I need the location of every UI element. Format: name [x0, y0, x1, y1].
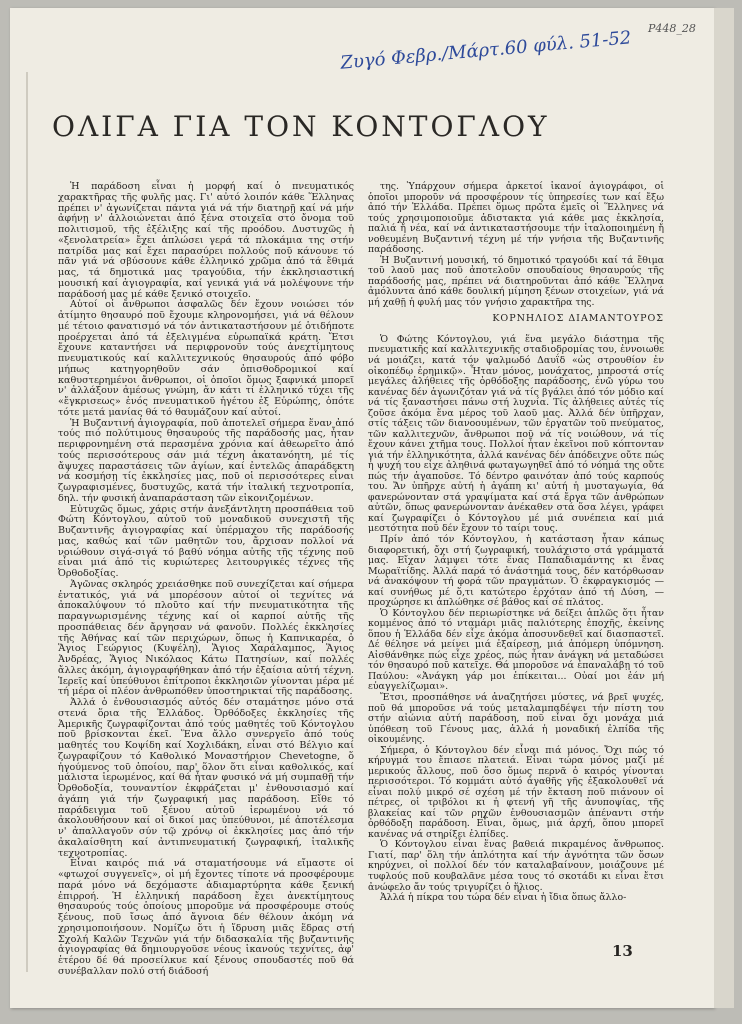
paragraph: Ἀλλά ὁ ἐνθουσιασμός αὐτός δέν σταμάτησε μόνο στά στενά ὅρια τῆς Ἑλλάδος. Ὀρθόδοξες ἐκκλησίες τῆς Ἀμερικῆς ζωγραφίζονται ἀπό τούς μαθητές τοῦ Κόντογλου ποῦ βρίσκονται ἐκεῖ. Ἕνα ἄλλο συνεργεῖο ἀπό τούς μαθητές του Κοψίδη καί Χοχλιδάκη, εἶναι στό Βέλγιο καί ζωγραφίζουν τό Καθολικό Μοναστήριον Chevetogne, ὅ ἡγούμενος τοῦ ὁποίου, παρ' ὅλον ὅτι εἶναι καθολικός, καί μάλιστα ἱερωμένος, καί θά ἦταν φυσικό νά μή συμπαθῇ τήν Ὀρθοδοξία, τουναντίον ἐκφράζεται μ' ἐνθουσιασμό καί ἀγάπη γιά τήν ζωγραφική μας παράδοση. Εἴθε τό παράδειγμα τοῦ ξένου αὐτοῦ ἱερωμένου νά τό ἀκολουθήσουν καί οἱ δικοί μας ὑπεύθυνοι, μέ ἀποτέλεσμα ν' ἀπαλλαγοῦν σύν τῷ χρόνῳ οἱ ἐκκλησίες μας ἀπό τήν ἀκαλαίσθητη καί ἀντιπνευματική ζωγραφική, ἰταλικῆς τεχνοτροπίας. [58, 697, 354, 859]
archive-code: Ρ448_28 [648, 22, 696, 35]
author-signature: ΚΟΡΝΗΛΙΟΣ ΔΙΑΜΑΝΤΟΥΡΟΣ [492, 313, 664, 325]
paragraph: Ἡ παράδοση εἶναι ἡ μορφή καί ὁ πνευματικός χαρακτῆρας τῆς φυλῆς μας. Γι' αὐτό λοιπόν κάθε Ἕλληνας πρέπει ν' ἀγωνίζεται πάντα γιά νά τήν διατηρῇ καί νά μήν ἀφήνῃ ν' ἀλλοιώνεται ἀπό ξένα στοιχεῖα στό ὄνομα τοῦ πολιτισμοῦ, τῆς ἐξέλιξης καί τῆς προόδου. Δυστυχῶς ἡ «ξενολατρεία» ἔχει ἁπλώσει γερά τά πλοκάμια της στήν πατρίδα μας καί ἔχει παρασύρει πολλούς ποῦ κάνουνε τό πᾶν γιά νά σβύσουνε κάθε ἑλληνικό χρῶμα ἀπό τά ἔθιμά μας, τά δημοτικά μας τραγούδια, τήν ἐκκλησιαστική μουσική καί ἁγιογραφία, καί γενικά γιά νά μολέψουνε τήν παράδοσή μας μέ κάθε ξενικό στοιχεῖο. [58, 181, 354, 300]
paragraph: Ὁ Φώτης Κόντογλου, γιά ἕνα μεγάλο διάστημα τῆς πνευματικῆς καί καλλιτεχνικῆς σταδιοδρομίας του, ἐννοιωθε νά μοιάζει, κατά τόν ψαλμωδό Δαυΐδ «ὡς στρουθίον ἐν οἰκοπέδῳ ἐρημικῷ». Ἦταν μόνος, μονάχατος, μπροστά στίς μεγάλες ἀλήθειες τῆς ὀρθόδοξης παράδοσης, ἐνῶ γύρω του κανένας δέν ἀγωνιζόταν γιά νά τίς βγάλει ἀπό τόν μόδιο καί νά τίς ξαναστήσει πάνω στή λυχνία. Τίς ἀλήθειες αὐτές τίς ζοῦσε ἀκόμα ἕνα μέρος τοῦ λαοῦ μας. Ἀλλά δέν ὑπῆρχαν, στίς τάξεις τῶν διανοουμένων, τῶν ἐργατῶν τοῦ πνεύματος, τῶν καλλιτεχνῶν, ἄνθρωποι ποῦ νά τίς νοιώθουν, νά τίς ἔχουν κάνει χτῆμα τους. Πολλοί ἦταν ἐκεῖνοι ποῦ κόπτονταν γιά τήν ἑλληνικότητα, ἀλλά κανένας δέν ἀπόδειχνε οὔτε πώς ἡ ψυχή του εἶχε ἀληθινά φωταγωγηθεῖ ἀπό τό νόημά της οὔτε πώς τήν ἀγαποῦσε. Τό δέντρο φαινόταν ἀπό τούς καρπούς του. Ἄν ὑπῆρχε αὐτή ἡ ἀγάπη κι' αὐτή ἡ μυσταγωγία, θά φανερώνονταν στά γραψίματα καί στά ἔργα τῶν ἀνθρώπων αὐτῶν, ὅπως φανερώνονταν ἀνέκαθεν στά ὅσα λέγει, γράφει καί ζωγραφίζει ὁ Κόντογλου μέ μιά συνέπεια καί μιά μεστότητα ποῦ δέν ἔχουν τό ταίρι τους. [368, 333, 664, 535]
paragraph: της. Ὑπάρχουν σήμερα ἀρκετοί ἱκανοί ἁγιογράφοι, οἱ ὁποῖοι μποροῦν νά προσφέρουν τίς ὑπηρεσίες των καί ἔξω ἀπό τήν Ἑλλάδα. Πρέπει ὅμως πρῶτα ἐμεῖς οἱ Ἕλληνες νά τούς χρησιμοποιοῦμε ἀδιστακτα γιά κάθε μας ἐκκλησία, παλιά ἤ νέα, καί νά ἀντικαταστήσουμε τήν ἰταλοποιημένη ἤ νοθευμένη Βυζαντινή τέχνη μέ τήν γνήσια τῆς Βυζαντινῆς παράδοσης. [368, 181, 664, 256]
paragraph: Πρίν ἀπό τόν Κόντογλου, ἡ κατάσταση ἦταν κάπως διαφορετική, ὄχι στή ζωγραφική, τουλάχιστο στά γράμματά μας. Εἴχαν λάμψει τότε ἕνας Παπαδιαμάντης κι ἕνας Μωραϊτίδης. Ἀλλά παρά τό ἀνάστημά τους, δέν κατόρθωσαν νά ἀνακόψουν τή φορά τῶν πραγμάτων. Ὁ ἐκφραγκισμός — καί συνήθως μέ ὅ,τι κατώτερο ἐρχόταν ἀπό τή Δύση, — προχώρησε κι ἁπλώθηκε σέ βάθος καί σέ πλάτος. [368, 534, 664, 609]
article-title: ΟΛΙΓΑ ΓΙΑ ΤΟΝ ΚΟΝΤΟΓΛΟΥ [52, 110, 550, 143]
paragraph: Ὁ Κόντογλου εἶναι ἕνας βαθειά πικραμένος ἄνθρωπος. Γιατί, παρ' ὅλη τήν ἁπλότητα καί τήν ἀγνότητα τῶν ὅσων κηρύχνει, οἱ πολλοί δέν τόν καταλαβαίνουν, μοιάζουνε μέ τυφλούς ποῦ κουβαλᾶνε μέσα τους τό σκοτάδι κι εἶναι ἔτσι ἀνώφελο ἄν τούς τριγυρίζει ὁ ἥλιος. [368, 839, 664, 893]
paragraph: Σήμερα, ὁ Κόντογλου δέν εἶναι πιά μόνος. Ὄχι πώς τό κήρυγμά του ἔπιασε πλατειά. Εἶναι τώρα μόνος μαζί μέ μερικούς ἄλλους, ποῦ ὅσο ὅμως περνᾶ ὁ καιρός γίνονται περισσότεροι. Τό κομμάτι αὐτό ἀγαθῆς γῆς ἐξακολουθεῖ νά εἶναι πολύ μικρό σέ σχέση μέ τήν ἔκταση ποῦ πιάνουν οἱ πέτρες, οἱ τριβόλοι κι ἡ φτενή γῆ τῆς ἀνυποψίας, τῆς βλακείας καί τῶν ρηχῶν ἐνθουσιασμῶν ἀπέναντι στήν ὀρθόδοξη παράδοση. Εἶναι, ὅμως, μιά ἀρχή, ὅπου μπορεῖ κανένας νά στηρίξει ἐλπίδες. [368, 744, 664, 840]
handwritten-annotation: Ζυγό Φεβρ./Μάρτ.60 φύλ. 51-52 [339, 27, 633, 74]
paragraph: Εἶναι καιρός πιά νά σταματήσουμε νά εἴμαστε οἱ «φτωχοί συγγενεῖς», οἱ μή ἔχοντες τίποτε νά προσφέρουμε παρά μόνο νά δεχόμαστε ἀδιαμαρτύρητα κάθε ξενική ἐπιρροή. Ἡ ἑλληνική παράδοση ἔχει ἀνεκτίμητους θησαυρούς τούς ὁποίους μποροῦμε νά προσφέρουμε στούς ξένους, ποῦ ἴσως ἀπό ἄγνοια δέν θέλουν ἀκόμη νά χρησιμοποιήσουν. Νομίζω ὅτι ἡ ἵδρυση μιᾶς ἕδρας στή Σχολή Καλῶν Τεχνῶν γιά τήν διδασκαλία τῆς βυζαντινῆς ἁγιογραφίας θά δημιουργοῦσε νέους ἱκανούς τεχνίτες, ἀφ' ἑτέρου δέ θά προσείλκυε καί ξένους σπουδαστές ποῦ θά συνέβαλλαν πολύ στή διάδοσή [58, 858, 354, 977]
binding-shadow [26, 72, 28, 972]
right-column [368, 182, 664, 904]
paragraph: Ἀγῶνας σκληρός χρειάσθηκε ποῦ συνεχίζεται καί σήμερα ἐντατικός, γιά νά μπορέσουν αὐτοί οἱ τεχνίτες νά ἀποκαλύψουν τό πλοῦτο καί τήν πνευματικότητα τῆς παραγνωρισμένης τέχνης καί οἱ καρποί αὐτῆς τῆς προσπάθειας δέν ἄργησαν νά φανοῦν. Πολλές ἐκκλησίες τῆς Ἀθήνας καί τῶν περιχώρων, ὅπως ἡ Καπνικαρέα, ὁ Ἅγιος Γεώργιος (Κυψέλη), Ἅγιος Χαράλαμπος, Ἅγιος Ἀνδρέας, Ἅγιος Νικόλαος Κάτω Πατησίων, καί πολλές ἄλλες ἀκόμη, ἁγιογραφήθηκαν ἀπό τήν ἐξαίσια αὐτή τέχνη. Ἱερεῖς καί ὑπεύθυνοι ἐπίτροποι ἐκκλησιῶν γίνονται μέρα μέ τή μέρα οἱ πλέον ἀνθρωπόθεν ὑποστηρικταί τῆς παράδοσης. [58, 578, 354, 698]
paragraph: Ἀλλά ἡ πίκρα του τώρα δέν εἶναι ἡ ἴδια ὅπως ἄλλο- [380, 892, 627, 904]
paragraph: Εὐτυχῶς ὅμως, χάρις στήν ἀνεξάντλητη προσπάθεια τοῦ Φώτη Κόντογλου, αὐτοῦ τοῦ μοναδικοῦ συνεχιστῆ τῆς Βυζαντινῆς ἁγιογραφίας καί ὑπέρμαχου τῆς παράδοσής μας, καθώς καί τῶν μαθητῶν του, ἄρχισαν πολλοί νά νοιώθουν σιγά-σιγά τό βαθύ νόημα αὐτῆς τῆς τέχνης ποῦ εἶναι μιά ἀπό τίς κυριώτερες λειτουργικές τέχνες τῆς Ὀρθοδοξίας. [58, 503, 354, 579]
paragraph: Ὁ Κόντογλου δέν περιωρίστηκε νά δείξει ἁπλῶς ὅτι ἦταν κομμένος ἀπό τό νταμάρι μιᾶς παλιότερης ἐποχῆς, ἐκείνης ὅπου ἡ Ἑλλάδα δέν εἶχε ἀκόμα ἀποσυνδεθεῖ καί διασπαστεῖ. Δέ θέλησε νά μείνει μιά ἐξαίρεση, μιά ἀπόμερη ὑπόμνηση. Αἰσθάνθηκε πώς εἶχε χρέος, πώς ἦταν ἀνάγκη νά μεταδώσει τόν θησαυρό ποῦ κατεῖχε. Θά μποροῦσε νά ἐπαναλάβῃ τό τοῦ Παύλου: «Ἀνάγκη γάρ μοι ἐπίκειται... Οὐαί μοι ἐάν μή εὐαγγελίζωμαι». [368, 607, 664, 693]
paragraph: Αὐτοί οἱ ἄνθρωποι ἀσφαλῶς δέν ἔχουν νοιώσει τόν ἀτίμητο θησαυρό ποῦ ἔχουμε κληρονομήσει, γιά νά θέλουν μέ τέτοιο φανατισμό νά τόν ἀντικαταστήσουν μέ ὁτιδήποτε προέρχεται ἀπό τά ἐξελιγμένα εὐρωπαϊκά κράτη. Ἔτσι ἔχουνε καταντήσει νά περιφρονοῦν τούς ἀνεχτίμητους πνευματικούς καί καλλιτεχνικούς θησαυρούς ἀπό φόβο μήπως κατηγορηθοῦν σάν ὀπισθοδρομικοί καί καθυστερημένοι ἄνθρωποι, οἱ ὁποῖοι ὅμως ξαφνικά μπορεῖ ν' ἀλλάξουν ἀμέσως γνώμη, ἄν κάτι τί ἑλληνικό τύχει τῆς «ἔγκρισεως» ἑνός πνευματικοῦ ἡγέτου ἐξ Εὐρώπης, ὁπότε τότε μετά μανίας θά τό θαυμάζουν καί αὐτοί. [58, 299, 354, 418]
page-number: 13 [612, 942, 633, 960]
left-column [58, 182, 354, 978]
page-edge [714, 8, 734, 1008]
paragraph: Ἡ Βυζαντινή ἁγιογραφία, ποῦ ἀποτελεῖ σήμερα ἕναν ἀπό τούς πιό πολύτιμους θησαυρούς τῆς παράδοσής μας, ἦταν περιφρονημένη στά περασμένα χρόνια καί ἀθεωρεῖτο ἀπό τούς περισσότερους σάν μιά τέχνη ἀκατανόητη, μέ τίς ἄψυχες παραστάσεις τῶν ἁγίων, καί ἐντελῶς ἀπαράδεκτη νά κοσμήσῃ τίς ἐκκλησίες μας, ποῦ οἱ περισσότερες εἶναι ζωγραφισμένες, δυστυχῶς, κατά τήν ἰταλική τεχνοτροπία, δηλ. τήν φυσική ἀναπαράσταση τῶν εἰκονιζομένων. [58, 417, 354, 504]
paragraph: Ἡ Βυζαντινή μουσική, τό δημοτικό τραγούδι καί τά ἔθιμα τοῦ λαοῦ μας ποῦ ἀποτελοῦν σπουδαίους θησαυρούς τῆς παράδοσής μας, πρέπει νά διατηροῦνται ἀπό κάθε Ἕλληνα ἀμόλυντα ἀπό κάθε δουλική μίμηση ξένων στοιχείων, γιά νά μή χαθῇ ἡ φυλή μας τόν γνήσιο χαρακτῆρα της. [368, 254, 664, 308]
paragraph: Ἔτσι, προσπάθησε νά ἀναζητήσει μύστες, νά βρεῖ ψυχές, ποῦ θά μποροῦσε νά τούς μεταλαμπαδέψει τήν πίστη του στήν αἰώνια αὐτή παράδοση, ποῦ εἶναι ὄχι μονάχα μιά ὑπόθεση τοῦ Γένους μας, ἀλλά ἡ μοναδική ἐλπίδα τῆς οἰκουμένης. [368, 691, 664, 746]
